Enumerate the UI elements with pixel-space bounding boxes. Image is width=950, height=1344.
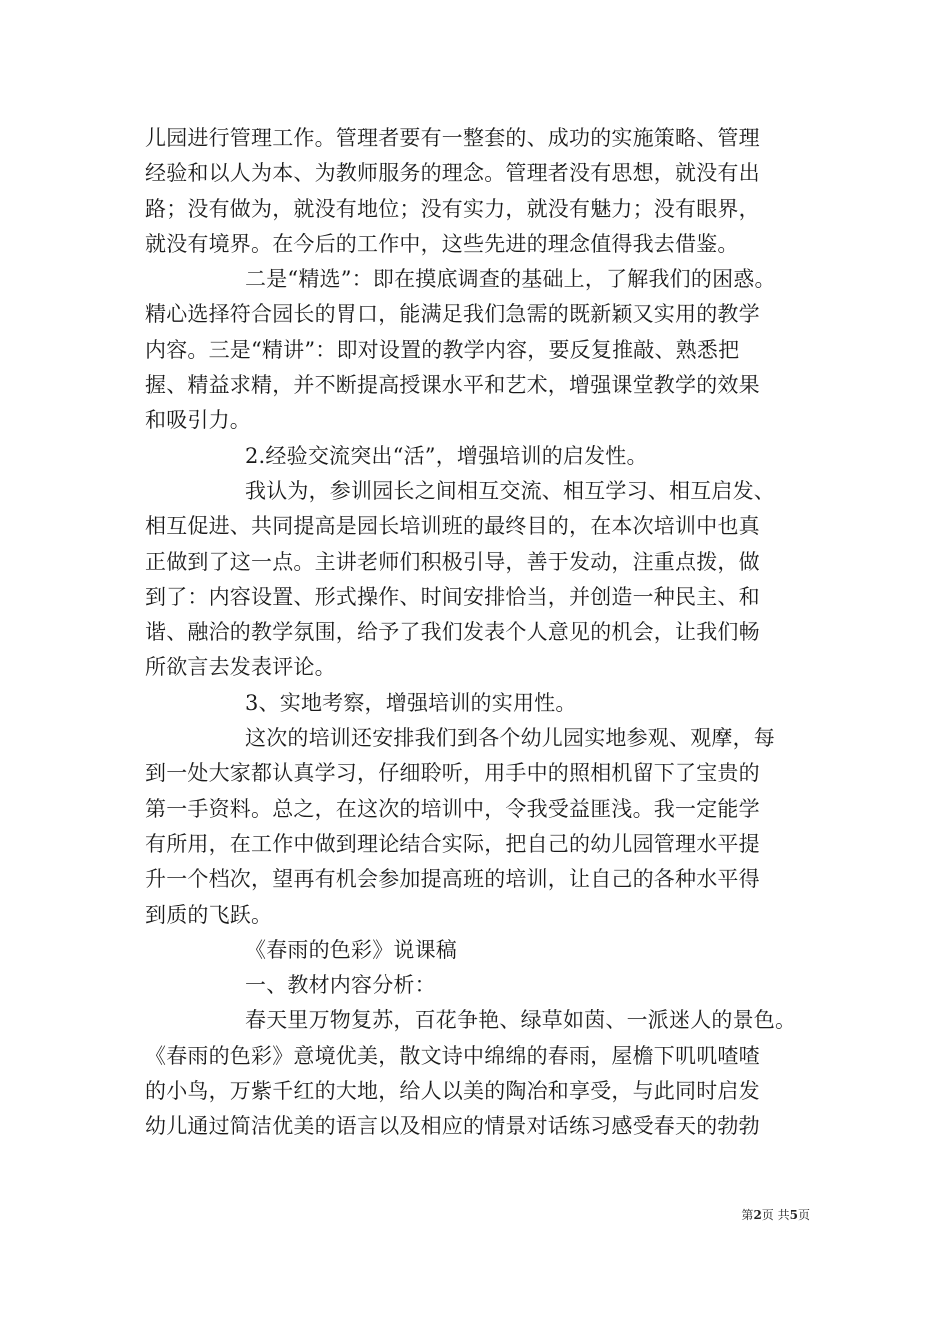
text-line: 和吸引力。 — [145, 408, 251, 433]
text-line: 就没有境界。在今后的工作中，这些先进的理念值得我去借鉴。 — [145, 231, 739, 256]
text-line: 第一手资料。总之，在这次的培训中，令我受益匪浅。我一定能学 — [145, 796, 760, 821]
text-line: 的小鸟，万紫千红的大地，给人以美的陶冶和享受，与此同时启发 — [145, 1079, 760, 1104]
footer-prefix: 第 — [741, 1208, 754, 1222]
paragraph-start-line: 二是“精选”：即在摸底调查的基础上，了解我们的困惑。 — [245, 267, 776, 292]
page-footer — [720, 1207, 810, 1223]
text-line: 到一处大家都认真学习，仔细聆听，用手中的照相机留下了宝贵的 — [145, 761, 760, 786]
text-line: 精心选择符合园长的胃口，能满足我们急需的既新颖又实用的教学 — [145, 302, 760, 327]
paragraph-start-line: 一、教材内容分析： — [245, 973, 436, 998]
text-line: 握、精益求精，并不断提高授课水平和艺术，增强课堂教学的效果 — [145, 373, 760, 398]
footer-middle: 页 共 — [761, 1208, 790, 1222]
current-page-number: 2 — [753, 1208, 762, 1222]
paragraph-start-line: 2.经验交流突出“活”，增强培训的启发性。 — [245, 443, 648, 468]
text-line: 内容。三是“精讲”：即对设置的教学内容，要反复推敲、熟悉把 — [145, 337, 740, 362]
paragraph-start-line: 《春雨的色彩》说课稿 — [245, 937, 457, 962]
paragraph-start-line: 这次的培训还安排我们到各个幼儿园实地参观、观摩，每 — [245, 726, 775, 751]
paragraph-start-line: 3、实地考察，增强培训的实用性。 — [245, 690, 577, 715]
text-line: 相互促进、共同提高是园长培训班的最终目的，在本次培训中也真 — [145, 514, 760, 539]
text-line: 《春雨的色彩》意境优美，散文诗中绵绵的春雨，屋檐下叽叽喳喳 — [145, 1043, 760, 1068]
text-line: 幼儿通过简洁优美的语言以及相应的情景对话练习感受春天的勃勃 — [145, 1114, 760, 1139]
footer-suffix: 页 — [797, 1208, 810, 1222]
text-line: 到质的飞跃。 — [145, 902, 273, 927]
text-line: 儿园进行管理工作。管理者要有一整套的、成功的实施策略、管理 — [145, 126, 760, 150]
text-line: 有所用，在工作中做到理论结合实际，把自己的幼儿园管理水平提 — [145, 831, 760, 856]
text-line: 所欲言去发表评论。 — [145, 655, 336, 680]
text-line: 谐、融洽的教学氛围，给予了我们发表个人意见的机会，让我们畅 — [145, 620, 760, 645]
text-line: 路；没有做为，就没有地位；没有实力，就没有魅力；没有眼界， — [145, 196, 760, 221]
text-line: 正做到了这一点。主讲老师们积极引导，善于发动，注重点拨，做 — [145, 549, 760, 574]
paragraph-start-line: 春天里万物复苏，百花争艳、绿草如茵、一派迷人的景色。 — [245, 1008, 797, 1033]
text-line: 经验和以人为本、为教师服务的理念。管理者没有思想，就没有出 — [145, 161, 760, 186]
total-page-number: 5 — [789, 1208, 798, 1222]
text-line: 升一个档次，望再有机会参加提高班的培训，让自己的各种水平得 — [145, 867, 760, 892]
document-body — [145, 121, 825, 1145]
text-line: 到了：内容设置、形式操作、时间安排恰当，并创造一种民主、和 — [145, 584, 760, 609]
paragraph-start-line: 我认为，参训园长之间相互交流、相互学习、相互启发、 — [245, 478, 775, 503]
